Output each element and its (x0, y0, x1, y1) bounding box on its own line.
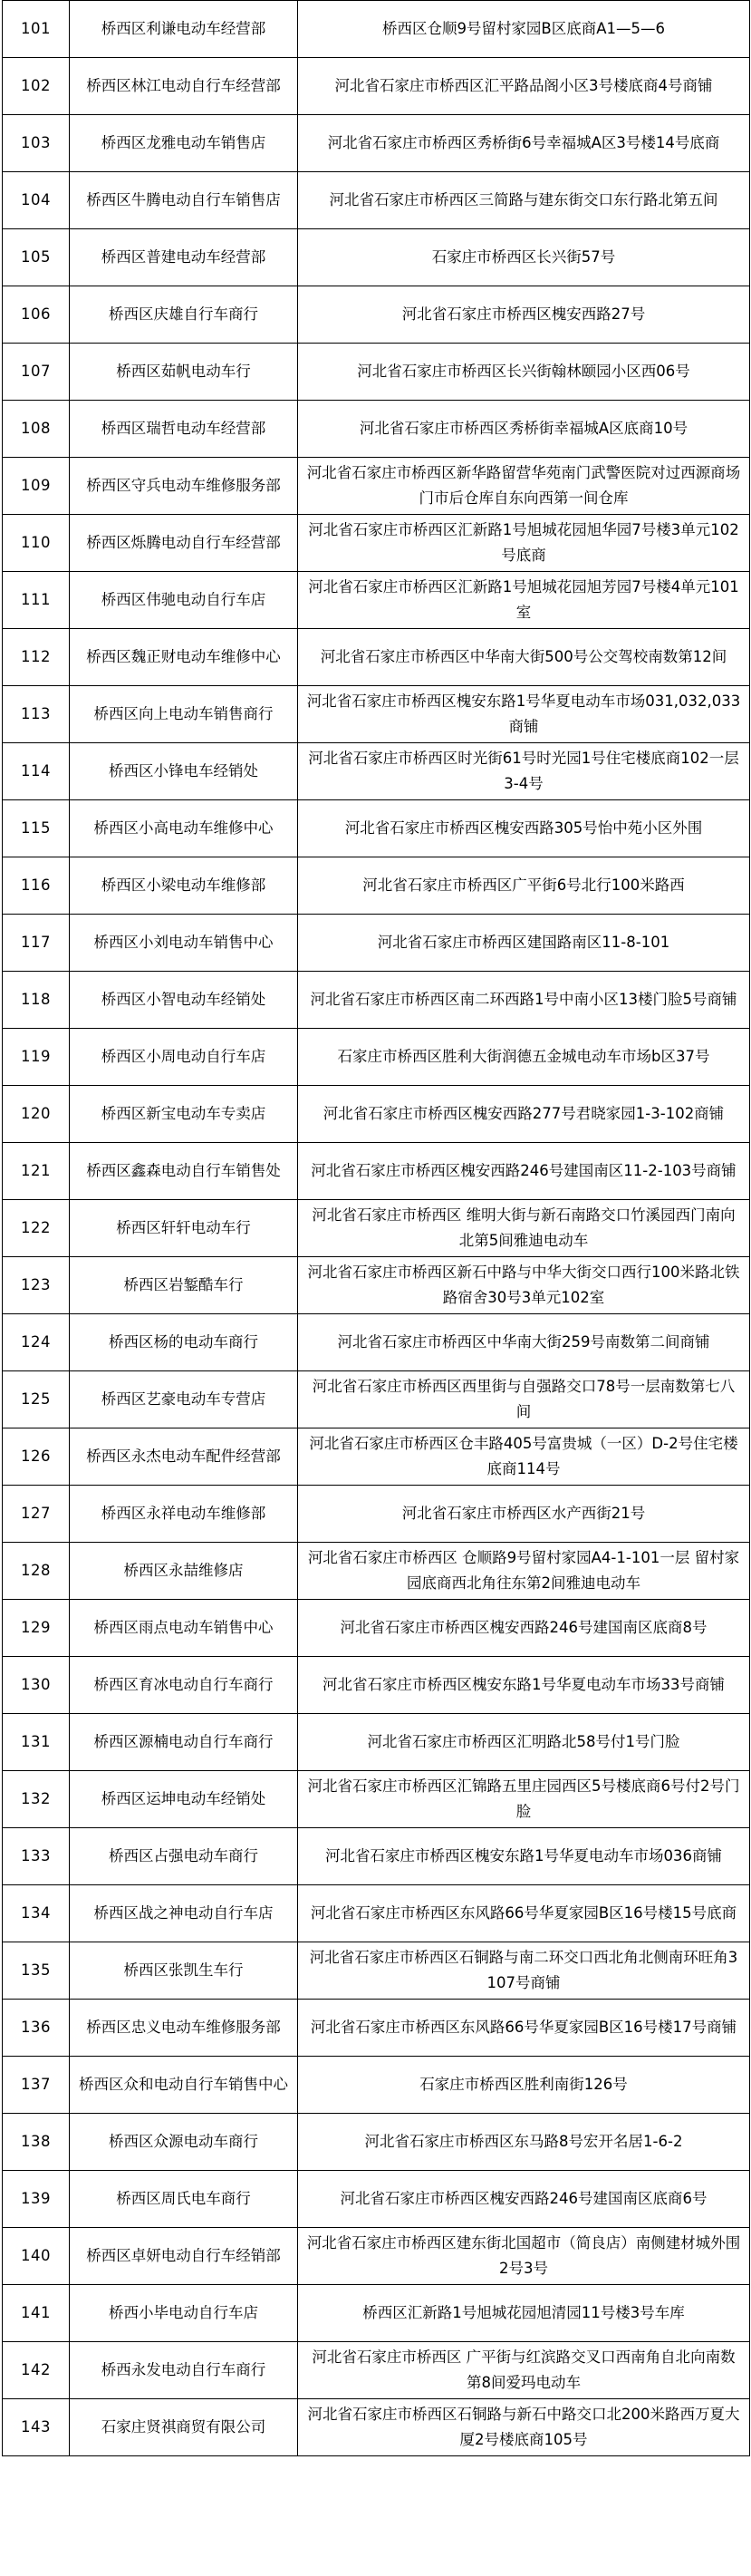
business-name: 桥西区忠义电动车维修服务部 (70, 2000, 298, 2057)
business-address: 河北省石家庄市桥西区新华路留营华苑南门武警医院对过西源商场门市后仓库自东向西第一间仓库 (298, 458, 750, 515)
business-address: 河北省石家庄市桥西区新石中路与中华大街交口西行100米路北铁路宿舍30号3单元102室 (298, 1257, 750, 1314)
row-number: 138 (3, 2114, 70, 2171)
business-name: 桥西区茹帆电动车行 (70, 344, 298, 401)
table-row (3, 1714, 750, 1771)
business-name: 桥西区杨的电动车商行 (70, 1314, 298, 1371)
table-row (3, 800, 750, 857)
row-number: 133 (3, 1828, 70, 1885)
row-number: 105 (3, 229, 70, 286)
row-number: 129 (3, 1600, 70, 1657)
row-number: 126 (3, 1428, 70, 1486)
table-row (3, 629, 750, 686)
business-address: 桥西区汇新路1号旭城花园旭清园11号楼3号车库 (298, 2285, 750, 2342)
table-row (3, 2057, 750, 2114)
business-name: 桥西区向上电动车销售商行 (70, 686, 298, 743)
business-address: 河北省石家庄市桥西区槐安东路1号华夏电动车市场036商铺 (298, 1828, 750, 1885)
table-row (3, 1314, 750, 1371)
table-row (3, 1885, 750, 1942)
table-row (3, 515, 750, 572)
business-name: 桥西区小智电动车经销处 (70, 972, 298, 1029)
business-name: 桥西区瑞哲电动车经营部 (70, 401, 298, 458)
table-row (3, 1200, 750, 1257)
row-number: 116 (3, 857, 70, 915)
business-address: 河北省石家庄市桥西区 仓顺路9号留村家园A4-1-101一层 留村家园底商西北角往东第2间雅迪电动车 (298, 1543, 750, 1600)
business-address: 河北省石家庄市桥西区南二环西路1号中南小区13楼门脸5号商铺 (298, 972, 750, 1029)
business-name: 桥西区育冰电动自行车商行 (70, 1657, 298, 1714)
table-row (3, 2399, 750, 2456)
business-address: 河北省石家庄市桥西区槐安西路277号君晓家园1-3-102商铺 (298, 1086, 750, 1143)
business-name: 桥西区轩轩电动车行 (70, 1200, 298, 1257)
row-number: 110 (3, 515, 70, 572)
row-number: 115 (3, 800, 70, 857)
business-address: 河北省石家庄市桥西区建国路南区11-8-101 (298, 915, 750, 972)
table-row (3, 686, 750, 743)
business-address: 河北省石家庄市桥西区汇新路1号旭城花园旭华园7号楼3单元102号底商 (298, 515, 750, 572)
business-address: 河北省石家庄市桥西区石铜路与新石中路交口北200米路西万夏大厦2号楼底商105号 (298, 2399, 750, 2456)
business-name: 桥西区守兵电动车维修服务部 (70, 458, 298, 515)
table-row (3, 344, 750, 401)
table-row (3, 2285, 750, 2342)
row-number: 122 (3, 1200, 70, 1257)
business-address: 河北省石家庄市桥西区汇新路1号旭城花园旭芳园7号楼4单元101室 (298, 572, 750, 629)
row-number: 109 (3, 458, 70, 515)
business-address: 河北省石家庄市桥西区西里街与自强路交口78号一层南数第七八间 (298, 1371, 750, 1428)
table-row (3, 1942, 750, 2000)
row-number: 123 (3, 1257, 70, 1314)
row-number: 106 (3, 286, 70, 344)
table-row (3, 572, 750, 629)
business-address: 桥西区仓顺9号留村家园B区底商A1—5—6 (298, 1, 750, 58)
table-row (3, 1428, 750, 1486)
business-name: 桥西区永祥电动车维修部 (70, 1486, 298, 1543)
row-number: 125 (3, 1371, 70, 1428)
business-name: 桥西区占强电动车商行 (70, 1828, 298, 1885)
row-number: 127 (3, 1486, 70, 1543)
table-row (3, 743, 750, 800)
business-name: 桥西区魏正财电动车维修中心 (70, 629, 298, 686)
row-number: 139 (3, 2171, 70, 2228)
row-number: 142 (3, 2342, 70, 2399)
business-address: 河北省石家庄市桥西区东马路8号宏开名居1-6-2 (298, 2114, 750, 2171)
table-row (3, 972, 750, 1029)
table-row (3, 2114, 750, 2171)
row-number: 137 (3, 2057, 70, 2114)
dealer-table (2, 0, 750, 2456)
business-name: 桥西区运坤电动车经销处 (70, 1771, 298, 1828)
business-address: 河北省石家庄市桥西区槐安西路27号 (298, 286, 750, 344)
table-row (3, 172, 750, 229)
business-name: 桥西区战之神电动自行车店 (70, 1885, 298, 1942)
row-number: 112 (3, 629, 70, 686)
table-row (3, 915, 750, 972)
table-row (3, 2228, 750, 2285)
table-row (3, 1, 750, 58)
table-row (3, 2171, 750, 2228)
row-number: 119 (3, 1029, 70, 1086)
business-address: 河北省石家庄市桥西区广平街6号北行100米路西 (298, 857, 750, 915)
row-number: 103 (3, 115, 70, 172)
table-row (3, 401, 750, 458)
business-name: 桥西区小高电动车维修中心 (70, 800, 298, 857)
table-row (3, 229, 750, 286)
row-number: 141 (3, 2285, 70, 2342)
business-address: 河北省石家庄市桥西区 维明大街与新石南路交口竹溪园西门南向北第5间雅迪电动车 (298, 1200, 750, 1257)
business-address: 石家庄市桥西区胜利南街126号 (298, 2057, 750, 2114)
business-address: 河北省石家庄市桥西区仓丰路405号富贵城（一区）D-2号住宅楼底商114号 (298, 1428, 750, 1486)
table-row (3, 1086, 750, 1143)
business-name: 桥西区林江电动自行车经营部 (70, 58, 298, 115)
business-address: 河北省石家庄市桥西区槐安东路1号华夏电动车市场031,032,033商铺 (298, 686, 750, 743)
business-address: 河北省石家庄市桥西区时光街61号时光园1号住宅楼底商102一层3-4号 (298, 743, 750, 800)
row-number: 104 (3, 172, 70, 229)
row-number: 121 (3, 1143, 70, 1200)
table-row (3, 857, 750, 915)
row-number: 118 (3, 972, 70, 1029)
row-number: 130 (3, 1657, 70, 1714)
row-number: 117 (3, 915, 70, 972)
business-name: 桥西区永杰电动车配件经营部 (70, 1428, 298, 1486)
business-name: 桥西区源楠电动自行车商行 (70, 1714, 298, 1771)
table-row (3, 58, 750, 115)
table-row (3, 1143, 750, 1200)
business-name: 石家庄贤祺商贸有限公司 (70, 2399, 298, 2456)
row-number: 140 (3, 2228, 70, 2285)
row-number: 120 (3, 1086, 70, 1143)
business-address: 河北省石家庄市桥西区东风路66号华夏家园B区16号楼15号底商 (298, 1885, 750, 1942)
business-address: 河北省石家庄市桥西区 广平街与红滨路交叉口西南角自北向南数第8间爱玛电动车 (298, 2342, 750, 2399)
row-number: 136 (3, 2000, 70, 2057)
row-number: 124 (3, 1314, 70, 1371)
business-address: 石家庄市桥西区长兴街57号 (298, 229, 750, 286)
table-row (3, 1029, 750, 1086)
business-address: 河北省石家庄市桥西区石铜路与南二环交口西北角北侧南环旺角3107号商铺 (298, 1942, 750, 2000)
business-address: 河北省石家庄市桥西区槐安东路1号华夏电动车市场33号商铺 (298, 1657, 750, 1714)
business-name: 桥西区岩錾酷车行 (70, 1257, 298, 1314)
business-name: 桥西区利谦电动车经营部 (70, 1, 298, 58)
business-name: 桥西区伟驰电动自行车店 (70, 572, 298, 629)
row-number: 132 (3, 1771, 70, 1828)
dealer-table-body (3, 1, 750, 2456)
business-name: 桥西区众源电动车商行 (70, 2114, 298, 2171)
table-row (3, 1771, 750, 1828)
business-address: 河北省石家庄市桥西区汇锦路五里庄园西区5号楼底商6号付2号门脸 (298, 1771, 750, 1828)
table-row (3, 1371, 750, 1428)
business-address: 河北省石家庄市桥西区槐安西路246号建国南区底商6号 (298, 2171, 750, 2228)
business-name: 桥西区永喆维修店 (70, 1543, 298, 1600)
row-number: 134 (3, 1885, 70, 1942)
business-name: 桥西区烁腾电动自行车经营部 (70, 515, 298, 572)
business-name: 桥西区庆雄自行车商行 (70, 286, 298, 344)
business-name: 桥西区鑫森电动自行车销售处 (70, 1143, 298, 1200)
business-address: 河北省石家庄市桥西区槐安西路305号怡中苑小区外围 (298, 800, 750, 857)
business-name: 桥西区张凯生车行 (70, 1942, 298, 2000)
row-number: 143 (3, 2399, 70, 2456)
business-address: 河北省石家庄市桥西区水产西街21号 (298, 1486, 750, 1543)
business-name: 桥西区龙雅电动车销售店 (70, 115, 298, 172)
table-row (3, 1600, 750, 1657)
table-row (3, 286, 750, 344)
business-address: 河北省石家庄市桥西区建东街北国超市（简良店）南侧建材城外围2号3号 (298, 2228, 750, 2285)
business-name: 桥西区周氏电车商行 (70, 2171, 298, 2228)
business-name: 桥西区普建电动车经营部 (70, 229, 298, 286)
business-name: 桥西区新宝电动车专卖店 (70, 1086, 298, 1143)
business-name: 桥西区小刘电动车销售中心 (70, 915, 298, 972)
row-number: 102 (3, 58, 70, 115)
table-row (3, 1486, 750, 1543)
row-number: 135 (3, 1942, 70, 2000)
business-address: 河北省石家庄市桥西区汇明路北58号付1号门脸 (298, 1714, 750, 1771)
row-number: 114 (3, 743, 70, 800)
row-number: 101 (3, 1, 70, 58)
business-address: 河北省石家庄市桥西区汇平路品阁小区3号楼底商4号商铺 (298, 58, 750, 115)
business-name: 桥西区众和电动自行车销售中心 (70, 2057, 298, 2114)
table-row (3, 115, 750, 172)
business-name: 桥西小毕电动自行车店 (70, 2285, 298, 2342)
business-name: 桥西永发电动自行车商行 (70, 2342, 298, 2399)
table-row (3, 1543, 750, 1600)
business-name: 桥西区小梁电动车维修部 (70, 857, 298, 915)
business-address: 河北省石家庄市桥西区槐安西路246号建国南区底商8号 (298, 1600, 750, 1657)
business-address: 河北省石家庄市桥西区东风路66号华夏家园B区16号楼17号商铺 (298, 2000, 750, 2057)
business-address: 河北省石家庄市桥西区中华南大街500号公交驾校南数第12间 (298, 629, 750, 686)
row-number: 131 (3, 1714, 70, 1771)
table-row (3, 1257, 750, 1314)
business-address: 河北省石家庄市桥西区秀桥街幸福城A区底商10号 (298, 401, 750, 458)
business-address: 河北省石家庄市桥西区槐安西路246号建国南区11-2-103号商铺 (298, 1143, 750, 1200)
row-number: 128 (3, 1543, 70, 1600)
table-row (3, 1828, 750, 1885)
business-address: 河北省石家庄市桥西区中华南大街259号南数第二间商铺 (298, 1314, 750, 1371)
table-row (3, 458, 750, 515)
business-address: 河北省石家庄市桥西区长兴街翰林颐园小区西06号 (298, 344, 750, 401)
business-name: 桥西区小周电动自行车店 (70, 1029, 298, 1086)
business-name: 桥西区雨点电动车销售中心 (70, 1600, 298, 1657)
business-address: 河北省石家庄市桥西区秀桥街6号幸福城A区3号楼14号底商 (298, 115, 750, 172)
business-address: 河北省石家庄市桥西区三简路与建东街交口东行路北第五间 (298, 172, 750, 229)
business-name: 桥西区小锋电车经销处 (70, 743, 298, 800)
row-number: 108 (3, 401, 70, 458)
table-row (3, 1657, 750, 1714)
row-number: 111 (3, 572, 70, 629)
business-address: 石家庄市桥西区胜利大街润德五金城电动车市场b区37号 (298, 1029, 750, 1086)
table-row (3, 2342, 750, 2399)
table-row (3, 2000, 750, 2057)
business-name: 桥西区卓妍电动自行车经销部 (70, 2228, 298, 2285)
row-number: 107 (3, 344, 70, 401)
business-name: 桥西区牛腾电动自行车销售店 (70, 172, 298, 229)
business-name: 桥西区艺豪电动车专营店 (70, 1371, 298, 1428)
row-number: 113 (3, 686, 70, 743)
